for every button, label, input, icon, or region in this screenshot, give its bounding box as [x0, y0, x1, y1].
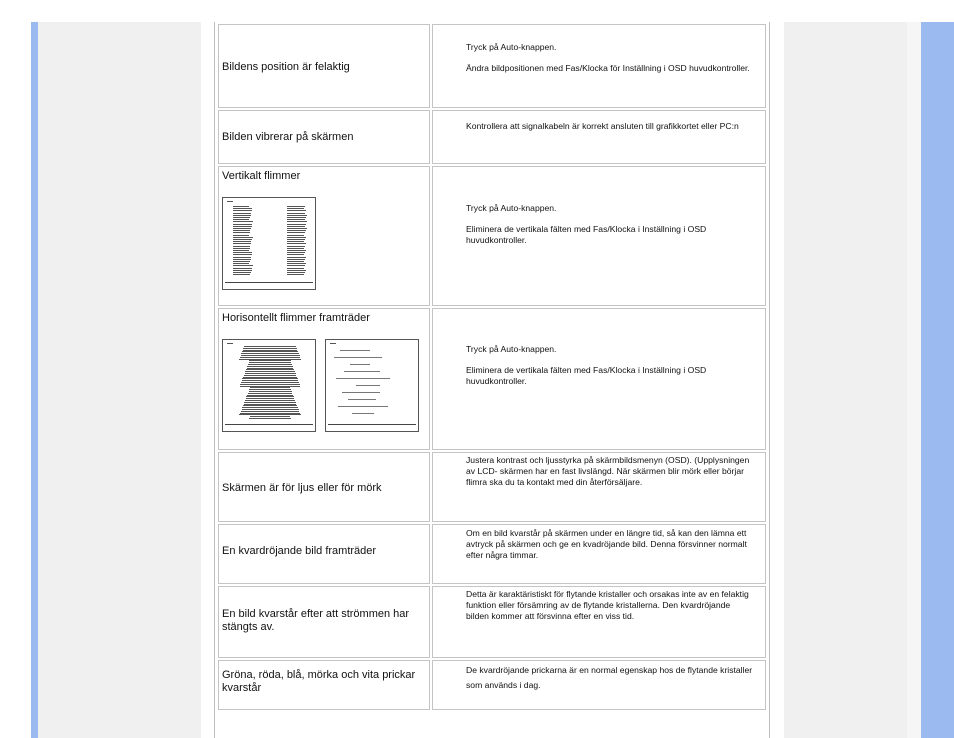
- pattern-line: [287, 250, 306, 251]
- problem-cell: [218, 524, 430, 584]
- solution-text: Detta är karaktäristiskt för flytande kristaller och orsakas inte av en felaktig funktion eller försämring av de flytande kristallerna. Den kvardröjande bilden kommer att försvinna efter en viss tid.: [466, 589, 749, 621]
- pattern-line: [287, 241, 304, 242]
- pattern-line: [233, 248, 250, 249]
- solution-text: Kontrollera att signalkabeln är korrekt ansluten till grafikkortet eller PC:n: [466, 121, 739, 131]
- pattern-line: [233, 265, 253, 266]
- table-row: [218, 660, 766, 710]
- table-row: [218, 24, 766, 108]
- solution-text: Justera kontrast och ljusstyrka på skärmbildsmenyn (OSD). (Upplysningen av LCD- skärmen har en fast livslängd. När skärmen blir mörk eller börjar flimra ska du ta kontakt med din återförsäljare.: [466, 455, 750, 487]
- pattern-line: [233, 224, 252, 225]
- pattern-line: [340, 350, 370, 351]
- left-blue-strip: [31, 22, 38, 738]
- pattern-line: [287, 239, 305, 240]
- problem-text: Bildens position är felaktig: [222, 61, 350, 73]
- pattern-line: [233, 243, 251, 244]
- pattern-line: [344, 371, 380, 372]
- problem-cell: [218, 308, 430, 450]
- pattern-line: [233, 235, 249, 236]
- pattern-line: [338, 406, 388, 407]
- vertical-flicker-pattern-image: [222, 197, 316, 290]
- pattern-line: [330, 343, 336, 344]
- problem-text: En bild kvarstår efter att strömmen har stängts av.: [222, 608, 410, 633]
- table-row: [218, 524, 766, 584]
- pattern-line: [287, 221, 307, 222]
- pattern-line: [287, 208, 304, 209]
- pattern-line: [233, 250, 249, 251]
- pattern-line: [287, 265, 305, 266]
- right-blue-strip: [921, 22, 954, 738]
- left-gray-margin: [38, 22, 201, 738]
- problem-text: Bilden vibrerar på skärmen: [222, 131, 354, 143]
- pattern-line: [233, 270, 252, 271]
- pattern-line: [233, 259, 251, 260]
- pattern-line: [287, 237, 306, 238]
- table-row: [218, 452, 766, 522]
- pattern-line: [356, 385, 380, 386]
- solution-text: Tryck på Auto-knappen. Ändra bildpositionen med Fas/Klocka för Inställning i OSD huvudkontroller.: [466, 42, 750, 73]
- problem-text: Skärmen är för ljus eller för mörk: [222, 482, 382, 494]
- pattern-line: [287, 270, 306, 271]
- solution-cell: [432, 524, 766, 584]
- table-row: [218, 586, 766, 658]
- pattern-line: [287, 215, 307, 216]
- solution-cell: [432, 110, 766, 164]
- pattern-line: [287, 261, 304, 262]
- table-row: [218, 110, 766, 164]
- pattern-line: [287, 259, 305, 260]
- pattern-line: [287, 248, 304, 249]
- pattern-line: [233, 261, 250, 262]
- pattern-line: [334, 357, 382, 358]
- pattern-line: [233, 219, 249, 220]
- pattern-line: [233, 252, 252, 253]
- horizontal-flicker-pattern-image: [325, 339, 419, 432]
- problem-text: En kvardröjande bild framträder: [222, 545, 377, 557]
- pattern-line: [233, 274, 250, 275]
- pattern-line: [233, 228, 251, 229]
- pattern-line: [233, 206, 249, 207]
- problem-text: Vertikalt flimmer: [222, 170, 301, 182]
- pattern-line: [233, 239, 252, 240]
- pattern-line: [233, 217, 250, 218]
- solution-cell: [432, 586, 766, 658]
- solution-text: Om en bild kvarstår på skärmen under en längre tid, så kan den lämna ett avtryck på skärmen och ge en kvadröjande bild. Denna försvinner normalt efter några timmar.: [466, 528, 747, 560]
- pattern-line: [227, 201, 233, 202]
- pattern-line: [287, 228, 307, 229]
- pattern-line: [287, 268, 304, 269]
- pattern-line: [287, 263, 306, 264]
- pattern-line: [352, 413, 374, 414]
- solution-cell: [432, 452, 766, 522]
- solution-cell: [432, 308, 766, 450]
- pattern-line: [233, 257, 251, 258]
- right-light-margin: [907, 22, 921, 738]
- pattern-line: [287, 210, 306, 211]
- pattern-line: [233, 268, 252, 269]
- pattern-line: [348, 399, 376, 400]
- pattern-line: [233, 221, 253, 222]
- pattern-line: [233, 213, 251, 214]
- pattern-line: [287, 232, 305, 233]
- horizontal-flicker-pattern-image: [222, 339, 316, 432]
- pattern-line: [233, 237, 253, 238]
- pattern-line: [287, 230, 306, 231]
- pattern-line: [287, 213, 305, 214]
- solution-text: De kvardröjande prickarna är en normal egenskap hos de flytande kristaller som används i dag.: [466, 665, 753, 690]
- pattern-line: [287, 252, 305, 253]
- right-gray-margin: [784, 22, 907, 738]
- table-row: [218, 308, 766, 450]
- pattern-line: [287, 246, 305, 247]
- problem-cell: [218, 110, 430, 164]
- pattern-line: [233, 232, 250, 233]
- pattern-line: [287, 217, 306, 218]
- problem-cell: [218, 660, 430, 710]
- page-border-left: [214, 22, 215, 738]
- solution-cell: [432, 24, 766, 108]
- solution-cell: [432, 660, 766, 710]
- solution-text: Tryck på Auto-knappen. Eliminera de vertikala fälten med Fas/Klocka i Inställning i OSD huvudkontroller.: [466, 344, 707, 386]
- pattern-line: [287, 206, 305, 207]
- problem-text: Gröna, röda, blå, mörka och vita prickar kvarstår: [222, 669, 416, 694]
- pattern-line: [287, 243, 306, 244]
- solution-text: Tryck på Auto-knappen. Eliminera de vertikala fälten med Fas/Klocka i Inställning i OSD huvudkontroller.: [466, 203, 707, 245]
- pattern-line: [287, 254, 304, 255]
- pattern-baseline: [225, 424, 313, 425]
- problem-cell: [218, 586, 430, 658]
- pattern-line: [233, 272, 251, 273]
- pattern-line: [227, 343, 233, 344]
- pattern-line: [287, 226, 305, 227]
- pattern-line: [342, 392, 380, 393]
- pattern-line: [233, 246, 250, 247]
- pattern-baseline: [225, 282, 313, 283]
- pattern-line: [233, 254, 252, 255]
- pattern-line: [287, 274, 304, 275]
- problem-cell: [218, 166, 430, 306]
- solution-cell: [432, 166, 766, 306]
- pattern-line: [287, 272, 305, 273]
- pattern-line: [233, 215, 251, 216]
- page-border-right: [769, 22, 770, 738]
- pattern-line: [287, 219, 305, 220]
- problem-text: Horisontellt flimmer framträder: [222, 312, 370, 324]
- pattern-line: [233, 230, 250, 231]
- pattern-line: [287, 257, 306, 258]
- pattern-line: [233, 263, 249, 264]
- problem-cell: [218, 452, 430, 522]
- pattern-line: [287, 235, 304, 236]
- pattern-line: [287, 224, 306, 225]
- problem-cell: [218, 24, 430, 108]
- pattern-line: [336, 378, 390, 379]
- pattern-line: [233, 226, 252, 227]
- pattern-line: [249, 418, 291, 419]
- pattern-baseline: [328, 424, 416, 425]
- table-row: [218, 166, 766, 306]
- pattern-line: [233, 208, 252, 209]
- pattern-line: [233, 210, 252, 211]
- pattern-line: [350, 364, 370, 365]
- pattern-line: [233, 241, 251, 242]
